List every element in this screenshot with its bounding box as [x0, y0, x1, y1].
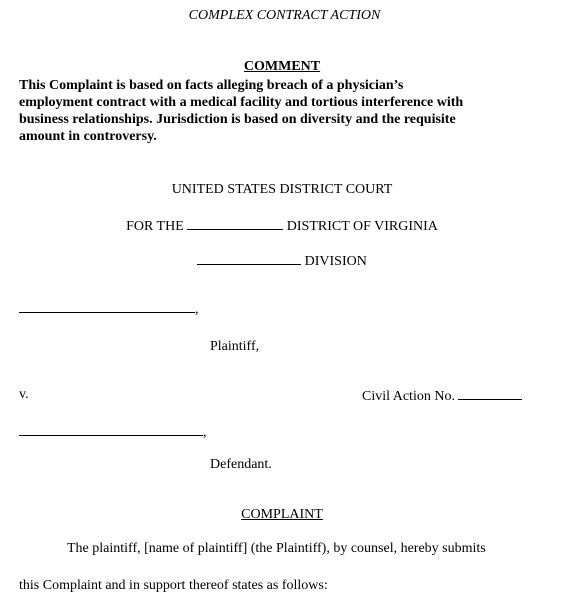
- plaintiff-name-blank[interactable]: [19, 300, 195, 313]
- complaint-heading: COMPLAINT: [241, 507, 323, 522]
- defendant-comma: ,: [203, 425, 207, 440]
- defendant-label: Defendant.: [210, 457, 272, 472]
- complaint-body-line: The plaintiff, [name of plaintiff] (the Plaintiff), by counsel, hereby submits: [67, 541, 486, 556]
- comment-line: This Complaint is based on facts alleging breach of a physician’s: [19, 78, 404, 93]
- defendant-name-line: [19, 423, 207, 441]
- defendant-name-blank[interactable]: [19, 423, 203, 436]
- district-blank[interactable]: [187, 217, 283, 230]
- comment-body: [19, 77, 559, 145]
- civil-action-line: [362, 387, 522, 405]
- comment-line: amount in controversy.: [19, 129, 157, 144]
- civil-action-number-blank[interactable]: [458, 387, 522, 400]
- court-for-prefix: FOR THE: [126, 219, 184, 234]
- comment-line: business relationships. Jurisdiction is based on diversity and the requisite: [19, 112, 456, 127]
- plaintiff-name-line: [19, 300, 199, 318]
- civil-action-label: Civil Action No.: [362, 389, 455, 404]
- document-title: COMPLEX CONTRACT ACTION: [188, 8, 381, 23]
- court-district-line: [0, 217, 564, 235]
- comment-heading: COMMENT: [243, 59, 321, 74]
- court-division-line: [0, 252, 564, 270]
- comment-line: employment contract with a medical facility and tortious interference with: [19, 95, 464, 110]
- plaintiff-comma: ,: [195, 302, 199, 317]
- division-blank[interactable]: [197, 252, 301, 265]
- plaintiff-label: Plaintiff,: [210, 339, 260, 354]
- versus-label: v.: [19, 387, 29, 402]
- court-district-suffix: DISTRICT OF VIRGINIA: [286, 219, 438, 234]
- complaint-body-line: this Complaint and in support thereof states as follows:: [19, 578, 328, 593]
- court-division-label: DIVISION: [304, 254, 367, 269]
- court-name: UNITED STATES DISTRICT COURT: [171, 182, 393, 197]
